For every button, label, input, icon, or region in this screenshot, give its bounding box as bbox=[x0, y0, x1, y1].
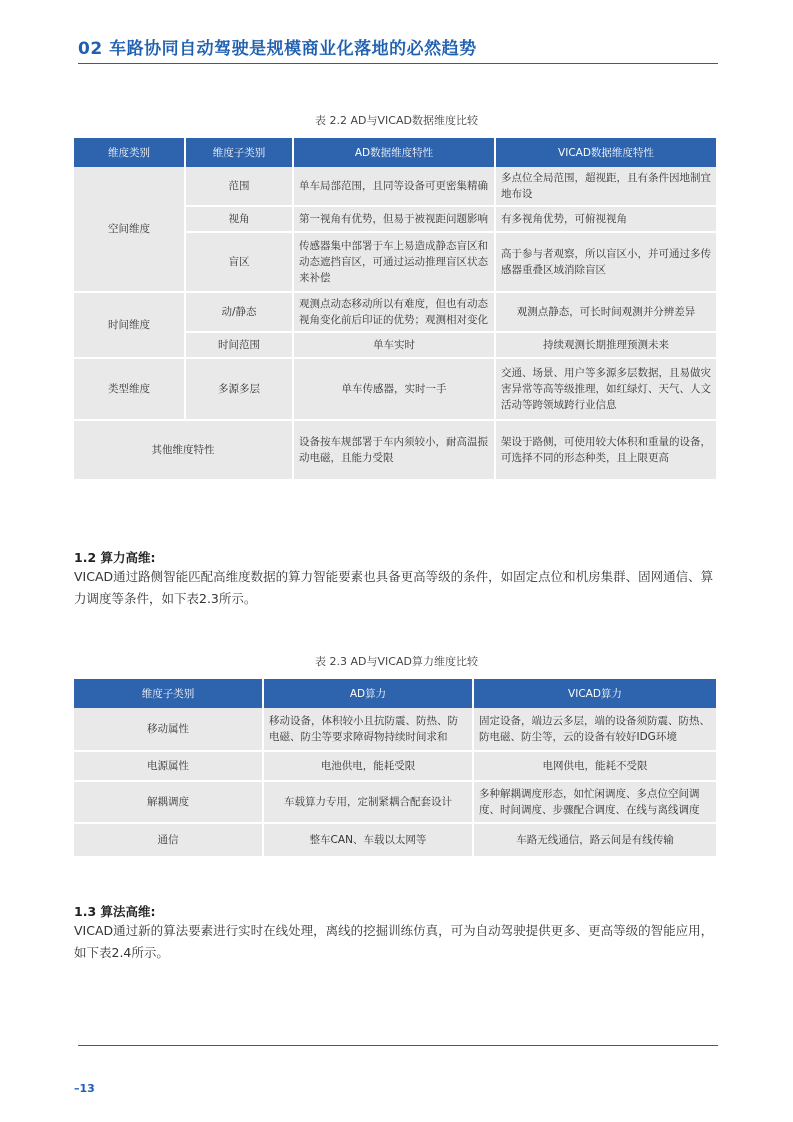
section-1-2-body: VICAD通过路侧智能匹配高维度数据的算力智能要素也具备更高等级的条件，如固定点位和机房集群、固网通信、算力调度等条件，如下表2.3所示。 bbox=[74, 569, 714, 606]
table-row bbox=[74, 752, 716, 782]
ad-cell: 第一视角有优势，但易于被视距问题影响 bbox=[294, 207, 496, 233]
table-2-2-caption: 表 2.2 AD与VICAD数据维度比较 bbox=[315, 114, 478, 127]
subcategory-cell: 多源多层 bbox=[186, 359, 294, 421]
table-row bbox=[74, 782, 716, 824]
header-cell: VICAD算力 bbox=[474, 679, 716, 708]
subcategory-cell: 通信 bbox=[74, 824, 264, 858]
vicad-cell: 观测点静态，可长时间观测并分辨差异 bbox=[496, 293, 716, 333]
ad-cell: 车载算力专用，定制紧耦合配套设计 bbox=[264, 782, 474, 824]
subcategory-cell: 视角 bbox=[186, 207, 294, 233]
header-cell: VICAD数据维度特性 bbox=[496, 138, 716, 167]
ad-cell: 单车实时 bbox=[294, 333, 496, 359]
subcategory-cell: 范围 bbox=[186, 167, 294, 207]
table-row bbox=[74, 359, 716, 421]
vicad-cell: 固定设备，端边云多层，端的设备须防震、防热、防电磁、防尘等，云的设备有较好IDG环境 bbox=[474, 708, 716, 752]
vicad-cell: 交通、场景、用户等多源多层数据，且易做灾害异常等高等级推理，如红绿灯、天气、人文活动等跨领域跨行业信息 bbox=[496, 359, 716, 421]
header-cell: 维度子类别 bbox=[74, 679, 264, 708]
subcategory-cell: 电源属性 bbox=[74, 752, 264, 782]
table-row bbox=[74, 293, 716, 333]
category-cell: 空间维度 bbox=[74, 167, 186, 293]
vicad-cell: 多种解耦调度形态，如忙闲调度、多点位空间调度、时间调度、步骤配合调度、在线与离线调度 bbox=[474, 782, 716, 824]
vicad-cell: 持续观测长期推理预测未来 bbox=[496, 333, 716, 359]
vicad-cell: 架设于路侧，可使用较大体积和重量的设备，可选择不同的形态种类，且上限更高 bbox=[496, 421, 716, 481]
category-cell: 类型维度 bbox=[74, 359, 186, 421]
vicad-cell: 多点位全局范围，超视距，且有条件因地制宜地布设 bbox=[496, 167, 716, 207]
subcategory-cell: 动/静态 bbox=[186, 293, 294, 333]
table-row bbox=[74, 708, 716, 752]
header-cell: AD算力 bbox=[264, 679, 474, 708]
ad-cell: 设备按车规部署于车内须较小，耐高温振动电磁，且能力受限 bbox=[294, 421, 496, 481]
footer-divider bbox=[78, 1045, 718, 1046]
table-row bbox=[74, 167, 716, 207]
ad-cell: 单车局部范围，且同等设备可更密集精确 bbox=[294, 167, 496, 207]
section-1-3-body: VICAD通过新的算法要素进行实时在线处理，离线的挖掘训练仿真，可为自动驾驶提供更多、更高等级的智能应用，如下表2.4所示。 bbox=[74, 923, 714, 960]
ad-cell: 单车传感器，实时一手 bbox=[294, 359, 496, 421]
subcategory-cell: 盲区 bbox=[186, 233, 294, 293]
subcategory-cell: 时间范围 bbox=[186, 333, 294, 359]
table-2-3 bbox=[74, 679, 716, 858]
table-2-3-caption: 表 2.3 AD与VICAD算力维度比较 bbox=[315, 655, 478, 668]
category-cell: 时间维度 bbox=[74, 293, 186, 359]
ad-cell: 电池供电，能耗受限 bbox=[264, 752, 474, 782]
page-number: –13 bbox=[74, 1082, 95, 1095]
table-header-row bbox=[74, 679, 716, 708]
header-divider bbox=[78, 63, 718, 64]
ad-cell: 观测点动态移动所以有难度，但也有动态视角变化前后印证的优势；观测相对变化 bbox=[294, 293, 496, 333]
section-1-2-title: 1.2 算力高维: bbox=[74, 550, 156, 565]
table-2-2 bbox=[74, 138, 716, 481]
subcategory-cell: 移动属性 bbox=[74, 708, 264, 752]
vicad-cell: 有多视角优势，可俯视视角 bbox=[496, 207, 716, 233]
table-header-row bbox=[74, 138, 716, 167]
category-cell: 其他维度特性 bbox=[74, 421, 294, 481]
vicad-cell: 电网供电，能耗不受限 bbox=[474, 752, 716, 782]
table-row bbox=[74, 824, 716, 858]
ad-cell: 整车CAN、车载以太网等 bbox=[264, 824, 474, 858]
ad-cell: 传感器集中部署于车上易造成静态盲区和动态遮挡盲区，可通过运动推理盲区状态来补偿 bbox=[294, 233, 496, 293]
vicad-cell: 高于参与者观察，所以盲区小，并可通过多传感器重叠区域消除盲区 bbox=[496, 233, 716, 293]
section-1-3-title: 1.3 算法高维: bbox=[74, 904, 156, 919]
ad-cell: 移动设备，体积较小且抗防震、防热、防电磁、防尘等要求障碍物持续时间求和 bbox=[264, 708, 474, 752]
page-header-title: 02 车路协同自动驾驶是规模商业化落地的必然趋势 bbox=[78, 39, 477, 59]
subcategory-cell: 解耦调度 bbox=[74, 782, 264, 824]
vicad-cell: 车路无线通信，路云间是有线传输 bbox=[474, 824, 716, 858]
header-cell: 维度子类别 bbox=[186, 138, 294, 167]
header-cell: AD数据维度特性 bbox=[294, 138, 496, 167]
header-cell: 维度类别 bbox=[74, 138, 186, 167]
table-row bbox=[74, 421, 716, 481]
